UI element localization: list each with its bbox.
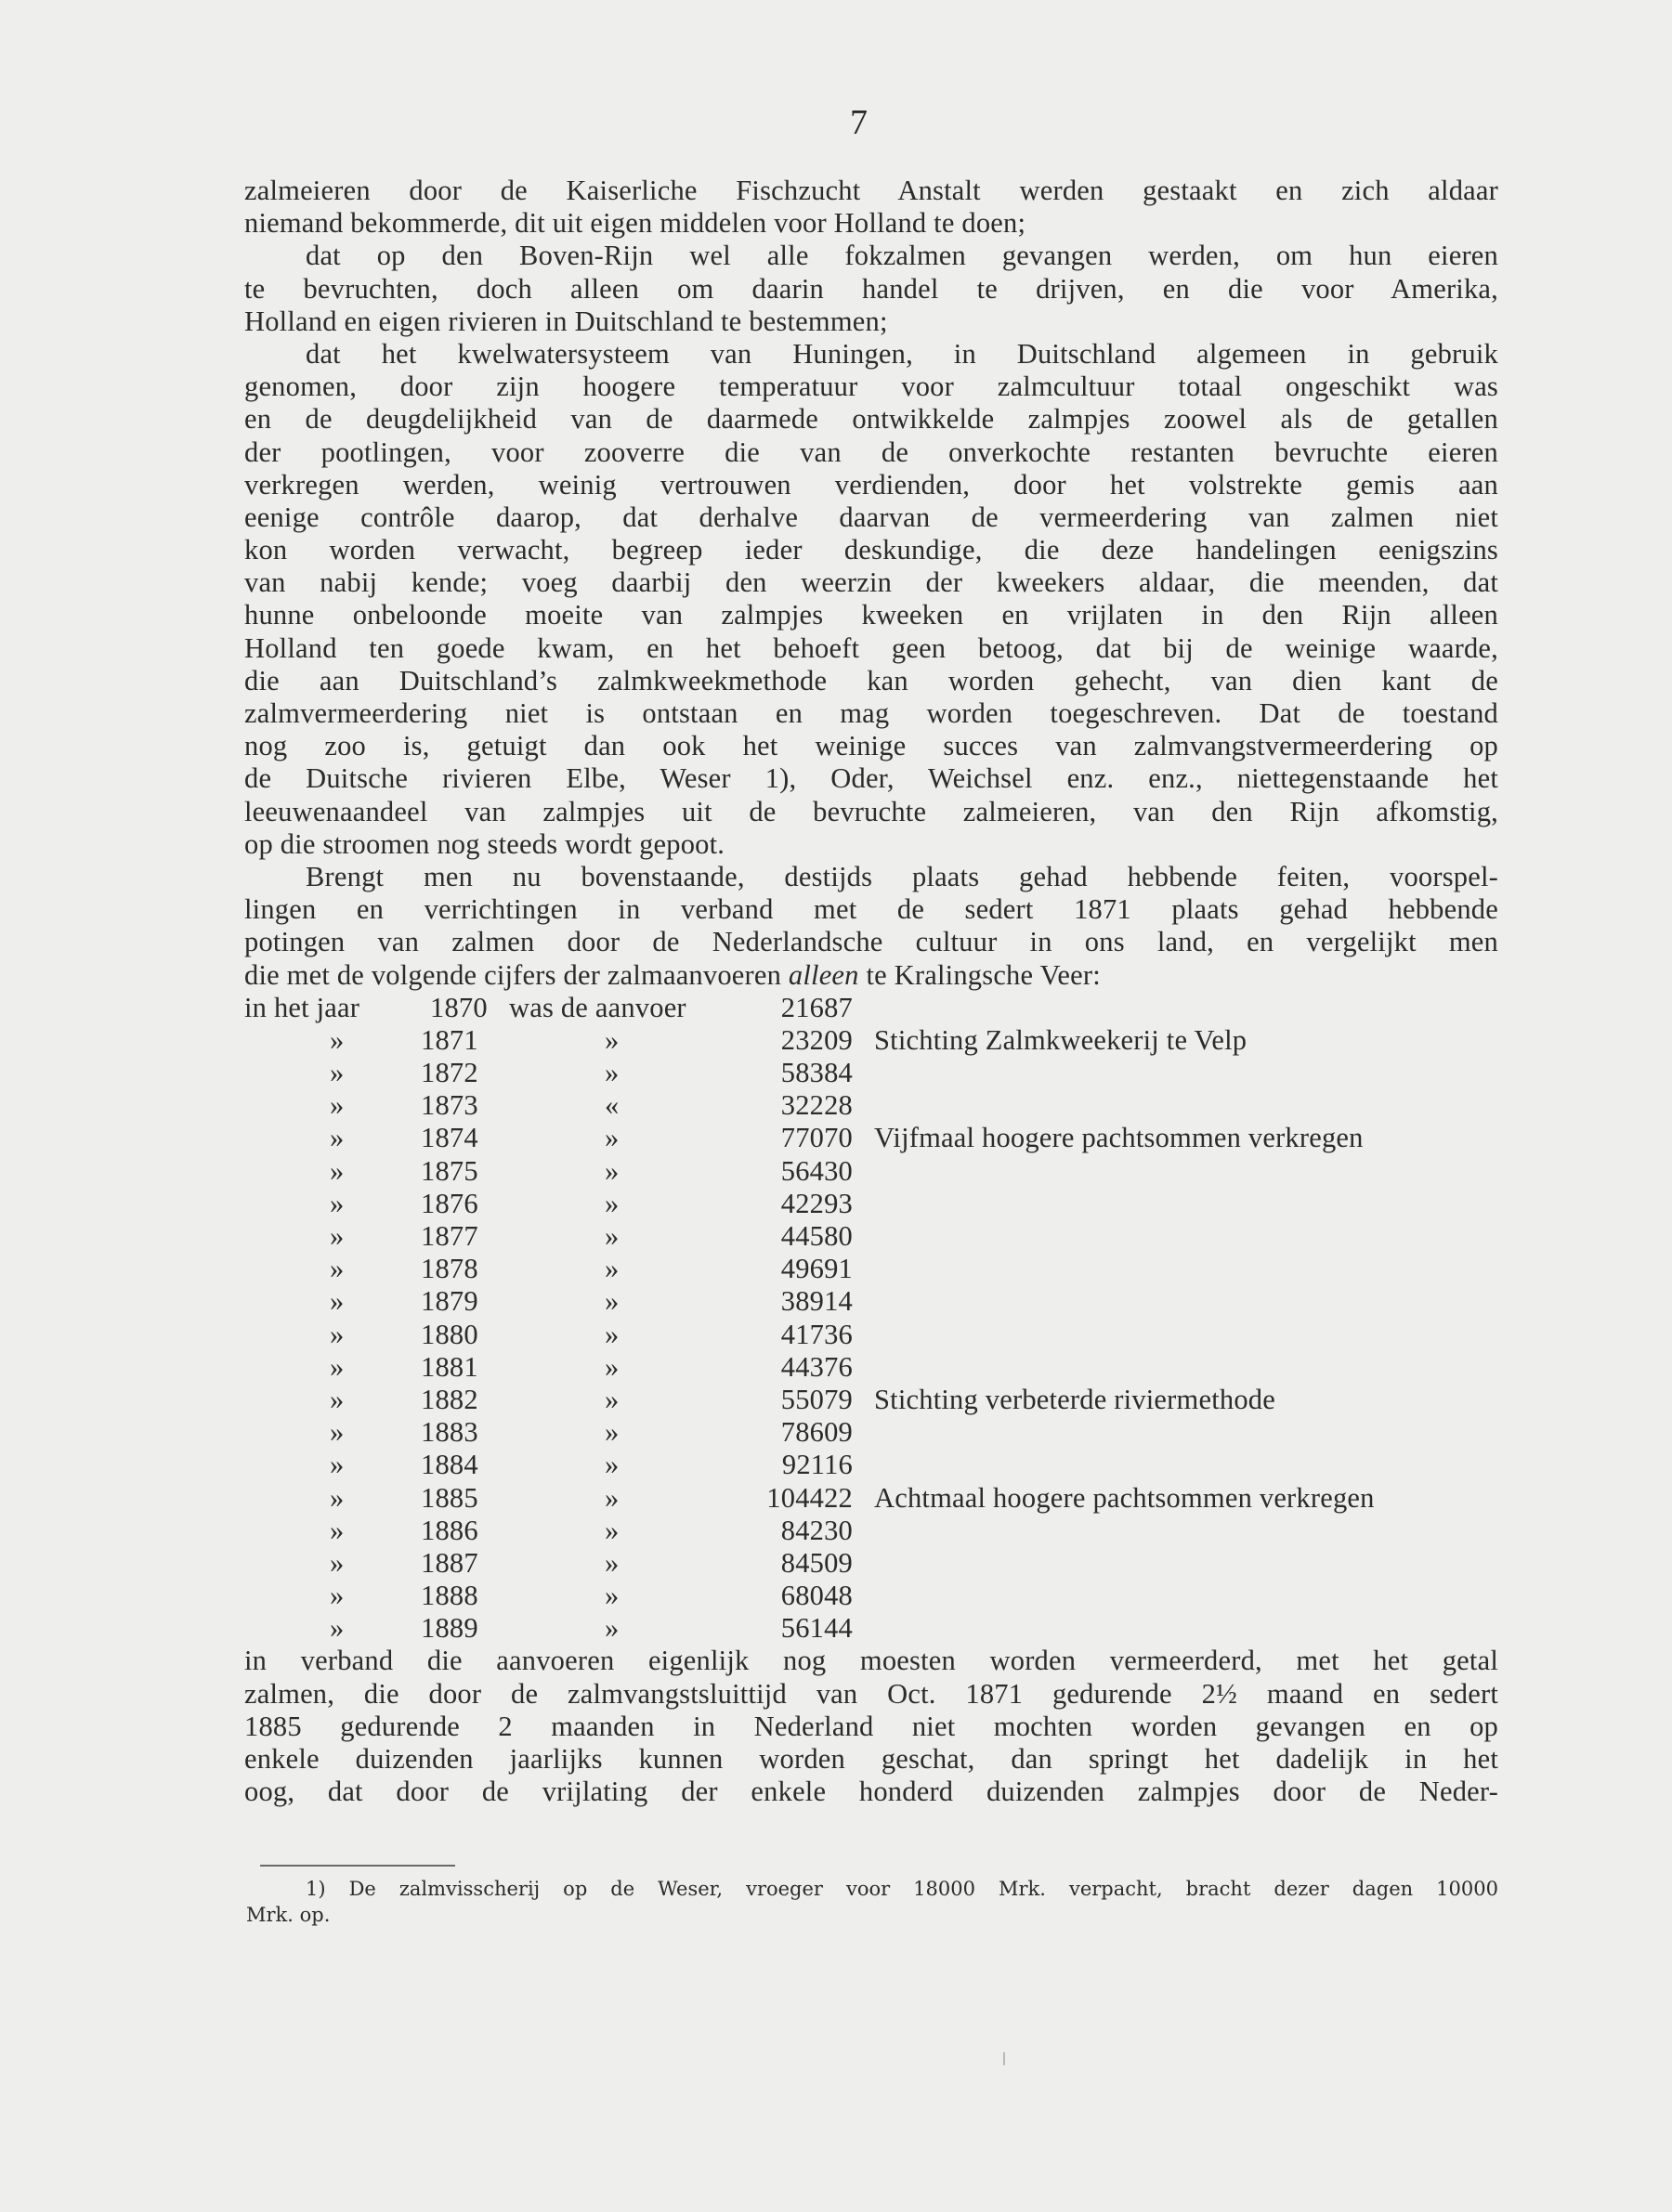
text-line: potingen van zalmen door de Nederlandsche cultuur in ons land, en vergelijkt men (244, 926, 1498, 958)
table-row (244, 1155, 1498, 1188)
ditto-mark: » (605, 1122, 620, 1154)
ditto-mark: » (330, 1383, 345, 1415)
text-line: nog zoo is, getuigt dan ook het weinige succes van zalmvangstvermeerdering op (244, 730, 1498, 762)
table-year: 1879 (421, 1285, 478, 1318)
table-count: 68048 (780, 1580, 853, 1612)
table-count: 23209 (780, 1023, 853, 1056)
table-count: 55079 (780, 1383, 853, 1415)
ditto-mark: » (330, 1481, 345, 1514)
paragraph-1 (244, 175, 1498, 240)
ditto-mark: » (330, 1318, 345, 1350)
ditto-mark: » (605, 1253, 620, 1285)
table-count: 92116 (781, 1449, 853, 1481)
table-row (244, 1220, 1498, 1253)
table-note: Stichting verbeterde riviermethode (874, 1383, 1275, 1415)
table-count: 78609 (780, 1416, 853, 1449)
ditto-mark: » (605, 1449, 620, 1481)
table-row (244, 1580, 1498, 1612)
table-count: 56430 (780, 1154, 853, 1187)
table-year: 1885 (421, 1481, 478, 1514)
text-line: zalmen, die door de zalmvangstsluittijd van Oct. 1871 gedurende 2½ maand en sedert (244, 1677, 1498, 1710)
ditto-mark: » (605, 1580, 620, 1612)
ditto-mark: » (605, 1057, 620, 1089)
table-row-first (244, 992, 1498, 1024)
intro-text-before: die met de volgende cijfers der zalmaanvoeren (244, 958, 789, 991)
table-note: Stichting Zalmkweekerij te Velp (874, 1023, 1247, 1056)
text-line: dat het kwelwatersysteem van Huningen, in Duitschland algemeen in gebruik (306, 337, 1498, 370)
ditto-mark: » (605, 1546, 620, 1579)
text-line: Holland ten goede kwam, en het behoeft geen betoog, dat bij de weinige waarde, (244, 631, 1498, 664)
ditto-mark: » (330, 1546, 345, 1579)
intro-text-after: te Kralingsche Veer: (858, 958, 1101, 991)
table-note: Vijfmaal hoogere pachtsommen verkregen (874, 1122, 1364, 1154)
table-count: 58384 (780, 1057, 853, 1089)
text-line: die aan Duitschland’s zalmkweekmethode kan worden gehecht, van dien kant de (244, 664, 1498, 696)
ditto-mark: » (330, 1057, 345, 1089)
table-year: 1881 (421, 1350, 478, 1383)
paragraph-2 (244, 240, 1498, 338)
ditto-mark: » (605, 1481, 620, 1514)
table-count: 32228 (780, 1089, 853, 1122)
ditto-mark: » (605, 1383, 620, 1415)
table-row (244, 1547, 1498, 1580)
footnote-line: Mrk. op. (246, 1904, 331, 1926)
text-line: der pootlingen, voor zooverre die van de onverkochte restanten bevruchte eieren (244, 436, 1498, 468)
ditto-mark: » (330, 1350, 345, 1383)
table-year: 1877 (421, 1220, 478, 1252)
table-row (244, 1089, 1498, 1122)
text-line: oog, dat door de vrijlating der enkele honderd duizenden zalmpjes door de Neder- (244, 1776, 1498, 1808)
ditto-mark: « (605, 1089, 620, 1122)
table-year: 1884 (421, 1449, 478, 1481)
table-year: 1883 (421, 1416, 478, 1449)
table-row (244, 1515, 1498, 1547)
table-row (244, 1024, 1498, 1057)
ditto-mark: » (330, 1154, 345, 1187)
table-row (244, 1416, 1498, 1449)
table-row (244, 1351, 1498, 1384)
table-count: 77070 (780, 1122, 853, 1154)
ditto-mark: » (605, 1612, 620, 1645)
text-line: dat op den Boven-Rijn wel alle fokzalmen gevangen werden, om hun eieren (306, 240, 1498, 272)
table-year: 1873 (421, 1089, 478, 1122)
text-line: genomen, door zijn hoogere temperatuur voor zalmcultuur totaal ongeschikt was (244, 371, 1498, 403)
ditto-mark: » (330, 1285, 345, 1318)
text-line: leeuwenaandeel van zalmpjes uit de bevruchte zalmeieren, van den Rijn afkomstig, (244, 795, 1498, 827)
table-count: 44376 (780, 1350, 853, 1383)
table-row (244, 1285, 1498, 1318)
table-middle-text: was de aanvoer (509, 991, 686, 1023)
table-year: 1875 (421, 1154, 478, 1187)
table-year: 1889 (421, 1612, 478, 1645)
text-line: in verband die aanvoeren eigenlijk nog moesten worden vermeerderd, met het getal (244, 1645, 1498, 1677)
ditto-mark: » (330, 1612, 345, 1645)
table-prefix: in het jaar (244, 991, 360, 1023)
text-line: enkele duizenden jaarlijks kunnen worden geschat, dan springt het dadelijk in het (244, 1743, 1498, 1775)
table-row (244, 1253, 1498, 1285)
ditto-mark: » (330, 1416, 345, 1449)
table-row (244, 1122, 1498, 1154)
intro-text-italic: alleen (788, 958, 859, 991)
table-year: 1871 (421, 1023, 478, 1056)
table-row (244, 1188, 1498, 1220)
footnote (246, 1876, 1498, 1928)
table-count: 38914 (780, 1285, 853, 1318)
text-line: Holland en eigen rivieren in Duitschland te bestemmen; (244, 305, 888, 337)
ditto-mark: » (605, 1318, 620, 1350)
table-row (244, 1482, 1498, 1515)
text-line: zalmvermeerdering niet is ontstaan en mag worden toegeschreven. Dat de toestand (244, 697, 1498, 729)
table-intro-line (244, 959, 1498, 992)
table-count: 84230 (780, 1514, 853, 1546)
ditto-mark: » (330, 1220, 345, 1252)
ditto-mark: » (330, 1253, 345, 1285)
text-line: van nabij kende; voeg daarbij den weerzin der kweekers aldaar, die meenden, dat (244, 566, 1498, 599)
ditto-mark: » (330, 1089, 345, 1122)
table-count: 56144 (780, 1612, 853, 1645)
text-line: en de deugdelijkheid van de daarmede ontwikkelde zalmpjes zoowel als de getallen (244, 403, 1498, 436)
table-note: Achtmaal hoogere pachtsommen verkregen (874, 1481, 1375, 1514)
table-row (244, 1449, 1498, 1481)
table-year: 1882 (421, 1383, 478, 1415)
footnote-divider (260, 1865, 455, 1867)
table-row (244, 1384, 1498, 1416)
table-year: 1876 (421, 1187, 478, 1219)
table-count: 104422 (766, 1481, 853, 1514)
paragraph-4 (244, 861, 1498, 992)
ditto-mark: » (330, 1023, 345, 1056)
table-count: 84509 (780, 1546, 853, 1579)
body-text (244, 175, 1498, 1808)
ditto-mark: » (605, 1350, 620, 1383)
table-year: 1886 (421, 1514, 478, 1546)
table-row (244, 1612, 1498, 1645)
table-row (244, 1057, 1498, 1089)
ditto-mark: » (605, 1154, 620, 1187)
table-row (244, 1319, 1498, 1351)
table-count: 49691 (780, 1253, 853, 1285)
table-year: 1870 (430, 991, 488, 1023)
text-line: hunne onbeloonde moeite van zalmpjes kweeken en vrijlaten in den Rijn alleen (244, 599, 1498, 631)
text-line: niemand bekommerde, dit uit eigen middelen voor Holland te doen; (244, 207, 1026, 240)
text-line: Brengt men nu bovenstaande, destijds plaats gehad hebbende feiten, voorspel- (306, 860, 1498, 892)
table-year: 1872 (421, 1057, 478, 1089)
text-line: de Duitsche rivieren Elbe, Weser 1), Oder, Weichsel enz. enz., niettegenstaande het (244, 762, 1498, 795)
ditto-mark: » (330, 1514, 345, 1546)
paragraph-5 (244, 1645, 1498, 1808)
page-number: 7 (850, 103, 868, 142)
table-count: 41736 (780, 1318, 853, 1350)
ditto-mark: » (330, 1449, 345, 1481)
ditto-mark: » (330, 1580, 345, 1612)
scan-mark (1003, 2052, 1005, 2065)
table-count: 21687 (780, 991, 853, 1023)
table-rows (244, 1024, 1498, 1646)
ditto-mark: » (605, 1220, 620, 1252)
text-line: eenige contrôle daarop, dat derhalve daarvan de vermeerdering van zalmen niet (244, 501, 1498, 533)
ditto-mark: » (605, 1514, 620, 1546)
text-line: verkregen werden, weinig vertrouwen verdienden, door het volstrekte gemis aan (244, 468, 1498, 501)
table-year: 1878 (421, 1253, 478, 1285)
ditto-mark: » (605, 1285, 620, 1318)
table-year: 1888 (421, 1580, 478, 1612)
ditto-mark: » (605, 1023, 620, 1056)
ditto-mark: » (330, 1187, 345, 1219)
footnote-line: 1) De zalmvisscherij op de Weser, vroeger voor 18000 Mrk. verpacht, bracht dezer dagen 10000 (306, 1878, 1498, 1900)
table-year: 1874 (421, 1122, 478, 1154)
ditto-mark: » (605, 1416, 620, 1449)
table-year: 1880 (421, 1318, 478, 1350)
text-line: op die stroomen nog steeds wordt gepoot. (244, 827, 725, 860)
text-line: te bevruchten, doch alleen om daarin handel te drijven, en die voor Amerika, (244, 272, 1498, 305)
catch-table (244, 992, 1498, 1646)
ditto-mark: » (605, 1187, 620, 1219)
text-line: 1885 gedurende 2 maanden in Nederland niet mochten worden gevangen en op (244, 1710, 1498, 1742)
ditto-mark: » (330, 1122, 345, 1154)
text-line: lingen en verrichtingen in verband met de sedert 1871 plaats gehad hebbende (244, 893, 1498, 926)
table-year: 1887 (421, 1546, 478, 1579)
table-count: 44580 (780, 1220, 853, 1252)
text-line: kon worden verwacht, begreep ieder deskundige, die deze handelingen eenigszins (244, 534, 1498, 566)
text-line: zalmeieren door de Kaiserliche Fischzucht Anstalt werden gestaakt en zich aldaar (244, 175, 1498, 206)
table-count: 42293 (780, 1187, 853, 1219)
paragraph-3 (244, 338, 1498, 861)
